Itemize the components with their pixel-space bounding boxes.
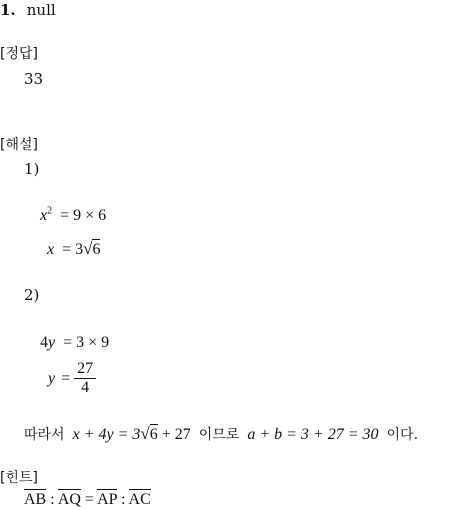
radical-icon: √ <box>83 239 93 258</box>
sqrt <box>83 239 100 259</box>
question-text: null <box>26 1 56 19</box>
segment-ap: AP <box>97 491 117 508</box>
ratio-colon: : <box>120 491 126 508</box>
conclusion-line <box>24 424 418 444</box>
segment-ab: AB <box>24 491 47 508</box>
conclusion-expr2: a + b = 3 + 27 = 30 <box>247 426 379 443</box>
fraction-numerator: 27 <box>74 360 96 379</box>
hint-heading: [힌트] <box>0 470 38 486</box>
fraction-denominator: 4 <box>81 379 90 396</box>
sqrt-arg: 6 <box>92 241 101 258</box>
var-y: y <box>48 334 56 351</box>
step1-label: 1) <box>24 160 40 178</box>
rhs-prefix: = 3 <box>62 241 84 258</box>
var-x: x <box>47 241 55 258</box>
hint-equation <box>24 491 151 509</box>
solution-heading: [해설] <box>0 137 38 153</box>
step2-label: 2) <box>24 286 40 304</box>
var-x: x <box>40 207 48 224</box>
ratio-colon: : <box>50 491 55 508</box>
conclusion-mid: 이므로 <box>198 427 240 443</box>
conclusion-suffix: 이다. <box>386 427 419 443</box>
segment-aq: AQ <box>57 491 81 508</box>
conclusion-prefix: 따라서 <box>24 427 65 443</box>
fraction <box>74 360 96 397</box>
exponent: 2 <box>47 205 53 217</box>
coef: 4 <box>40 334 48 351</box>
segment-ac: AC <box>128 491 151 508</box>
rhs: = 9 × 6 <box>60 207 107 224</box>
conclusion-expr1-tail: + 27 <box>161 426 191 443</box>
var-y: y <box>48 369 56 387</box>
equation-line-3 <box>40 334 109 352</box>
sqrt-arg: 6 <box>149 426 158 443</box>
question-header <box>0 0 56 19</box>
sqrt <box>140 424 157 444</box>
rhs: = 3 × 9 <box>63 334 110 351</box>
answer-heading: [정답] <box>0 46 38 62</box>
equals: = <box>84 491 94 508</box>
radical-icon: √ <box>140 424 150 443</box>
equation-line-4 <box>48 360 96 397</box>
equation-line-2 <box>47 239 100 259</box>
answer-value: 33 <box>24 70 44 88</box>
equation-line-1 <box>40 207 106 225</box>
question-number: 1. <box>0 1 16 19</box>
conclusion-expr1: x + 4y = 3 <box>72 426 141 443</box>
equals: = <box>61 369 71 387</box>
